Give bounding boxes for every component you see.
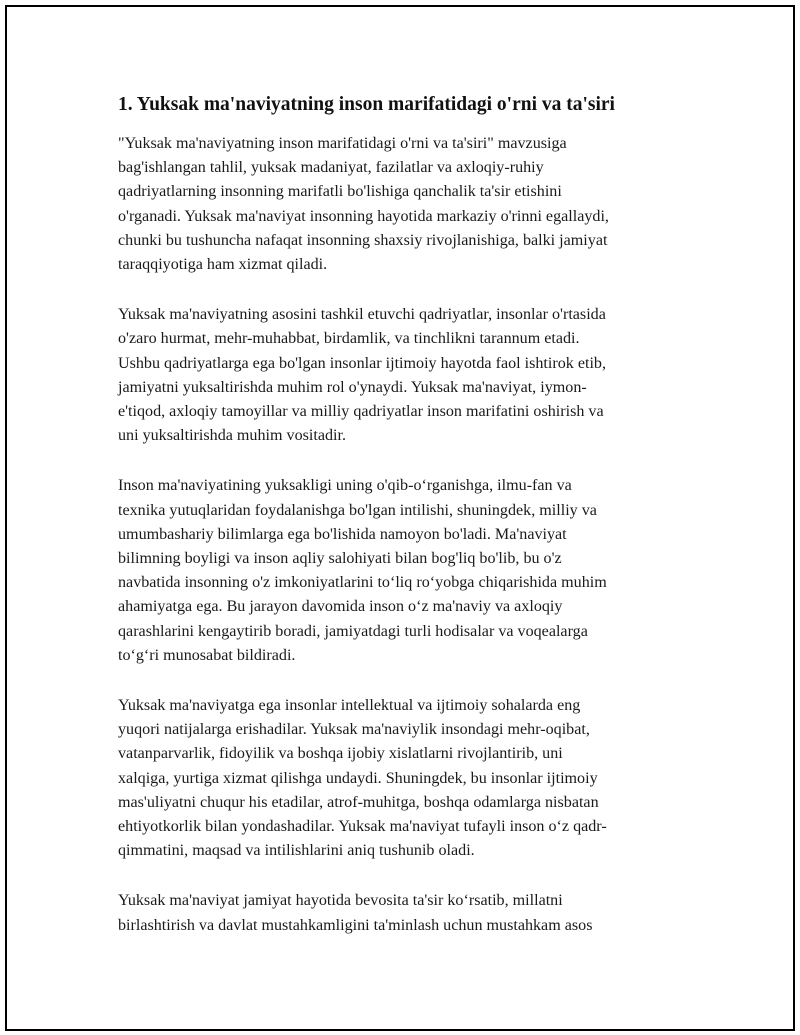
paragraph-3 — [118, 474, 688, 668]
paragraph-4 — [118, 694, 688, 863]
text-line: bag'ishlangan tahlil, yuksak madaniyat, fazilatlar va axloqiy-ruhiy — [118, 159, 544, 177]
text-line: xalqiga, yurtiga xizmat qilishga undaydi. Shuningdek, bu insonlar ijtimoiy — [118, 769, 598, 787]
text-line: umumbashariy bilimlarga ega bo'lishida namoyon bo'ladi. Ma'naviyat — [118, 525, 567, 543]
text-line: ahamiyatga ega. Bu jarayon davomida inson o‘z ma'naviy va axloqiy — [118, 598, 563, 616]
text-line: chunki bu tushuncha nafaqat insonning shaxsiy rivojlanishiga, balki jamiyat — [118, 231, 608, 249]
text-line: yuqori natijalarga erishadilar. Yuksak ma'naviylik insondagi mehr-oqibat, — [118, 721, 590, 739]
text-line: navbatida insonning o'z imkoniyatlarini to‘liq ro‘yobga chiqarishida muhim — [118, 574, 607, 592]
text-line: birlashtirish va davlat mustahkamligini ta'minlash uchun mustahkam asos — [118, 916, 593, 934]
text-line: qarashlarini kengaytirib boradi, jamiyatdagi turli hodisalar va voqealarga — [118, 622, 588, 640]
text-line: o'zaro hurmat, mehr-muhabbat, birdamlik, va tinchlikni tarannum etadi. — [118, 330, 580, 348]
paragraph-1 — [118, 132, 688, 277]
text-line: o'rganadi. Yuksak ma'naviyat insonning hayotida markaziy o'rinni egallaydi, — [118, 207, 609, 225]
paragraph-5 — [118, 889, 688, 937]
text-line: "Yuksak ma'naviyatning inson marifatidagi o'rni va ta'siri" mavzusiga — [118, 135, 567, 152]
text-line: ehtiyotkorlik bilan yondashadilar. Yuksak ma'naviyat tufayli inson o‘z qadr- — [118, 818, 607, 836]
text-line: jamiyatni yuksaltirishda muhim rol o'ynaydi. Yuksak ma'naviyat, iymon- — [118, 378, 587, 396]
text-line: taraqqiyotiga ham xizmat qiladi. — [118, 256, 328, 274]
section-heading: 1. Yuksak ma'naviyatning inson marifatidagi o'rni va ta'siri — [118, 94, 615, 115]
text-line: qimmatini, maqsad va intilishlarini aniq tushunib oladi. — [118, 842, 475, 860]
text-line: Inson ma'naviyatining yuksakligi uning o'qib-o‘rganishga, ilmu-fan va — [118, 477, 572, 495]
text-line: Yuksak ma'naviyatga ega insonlar intellektual va ijtimoiy sohalarda eng — [118, 697, 581, 715]
text-line: texnika yutuqlaridan foydalanishga bo'lgan intilishi, shuningdek, milliy va — [118, 501, 597, 519]
paragraph-2 — [118, 303, 688, 448]
document-body — [118, 92, 688, 964]
text-line: to‘g‘ri munosabat bildiradi. — [118, 646, 296, 664]
text-line: bilimning boyligi va inson aqliy salohiyati bilan bog'liq bo'lib, bu o'z — [118, 550, 562, 568]
text-line: qadriyatlarning insonning marifatli bo'lishiga qanchalik ta'sir etishini — [118, 183, 562, 201]
text-line: uni yuksaltirishda muhim vositadir. — [118, 427, 346, 445]
text-line: Ushbu qadriyatlarga ega bo'lgan insonlar ijtimoiy hayotda faol ishtirok etib, — [118, 354, 606, 372]
text-line: vatanparvarlik, fidoyilik va boshqa ijobiy xislatlarni rivojlantirib, uni — [118, 745, 563, 763]
text-line: e'tiqod, axloqiy tamoyillar va milliy qadriyatlar inson marifatini oshirish va — [118, 403, 604, 421]
text-line: mas'uliyatni chuqur his etadilar, atrof-muhitga, boshqa odamlarga nisbatan — [118, 793, 599, 811]
text-line: Yuksak ma'naviyatning asosini tashkil etuvchi qadriyatlar, insonlar o'rtasida — [118, 306, 606, 324]
text-line: Yuksak ma'naviyat jamiyat hayotida bevosita ta'sir ko‘rsatib, millatni — [118, 892, 563, 910]
